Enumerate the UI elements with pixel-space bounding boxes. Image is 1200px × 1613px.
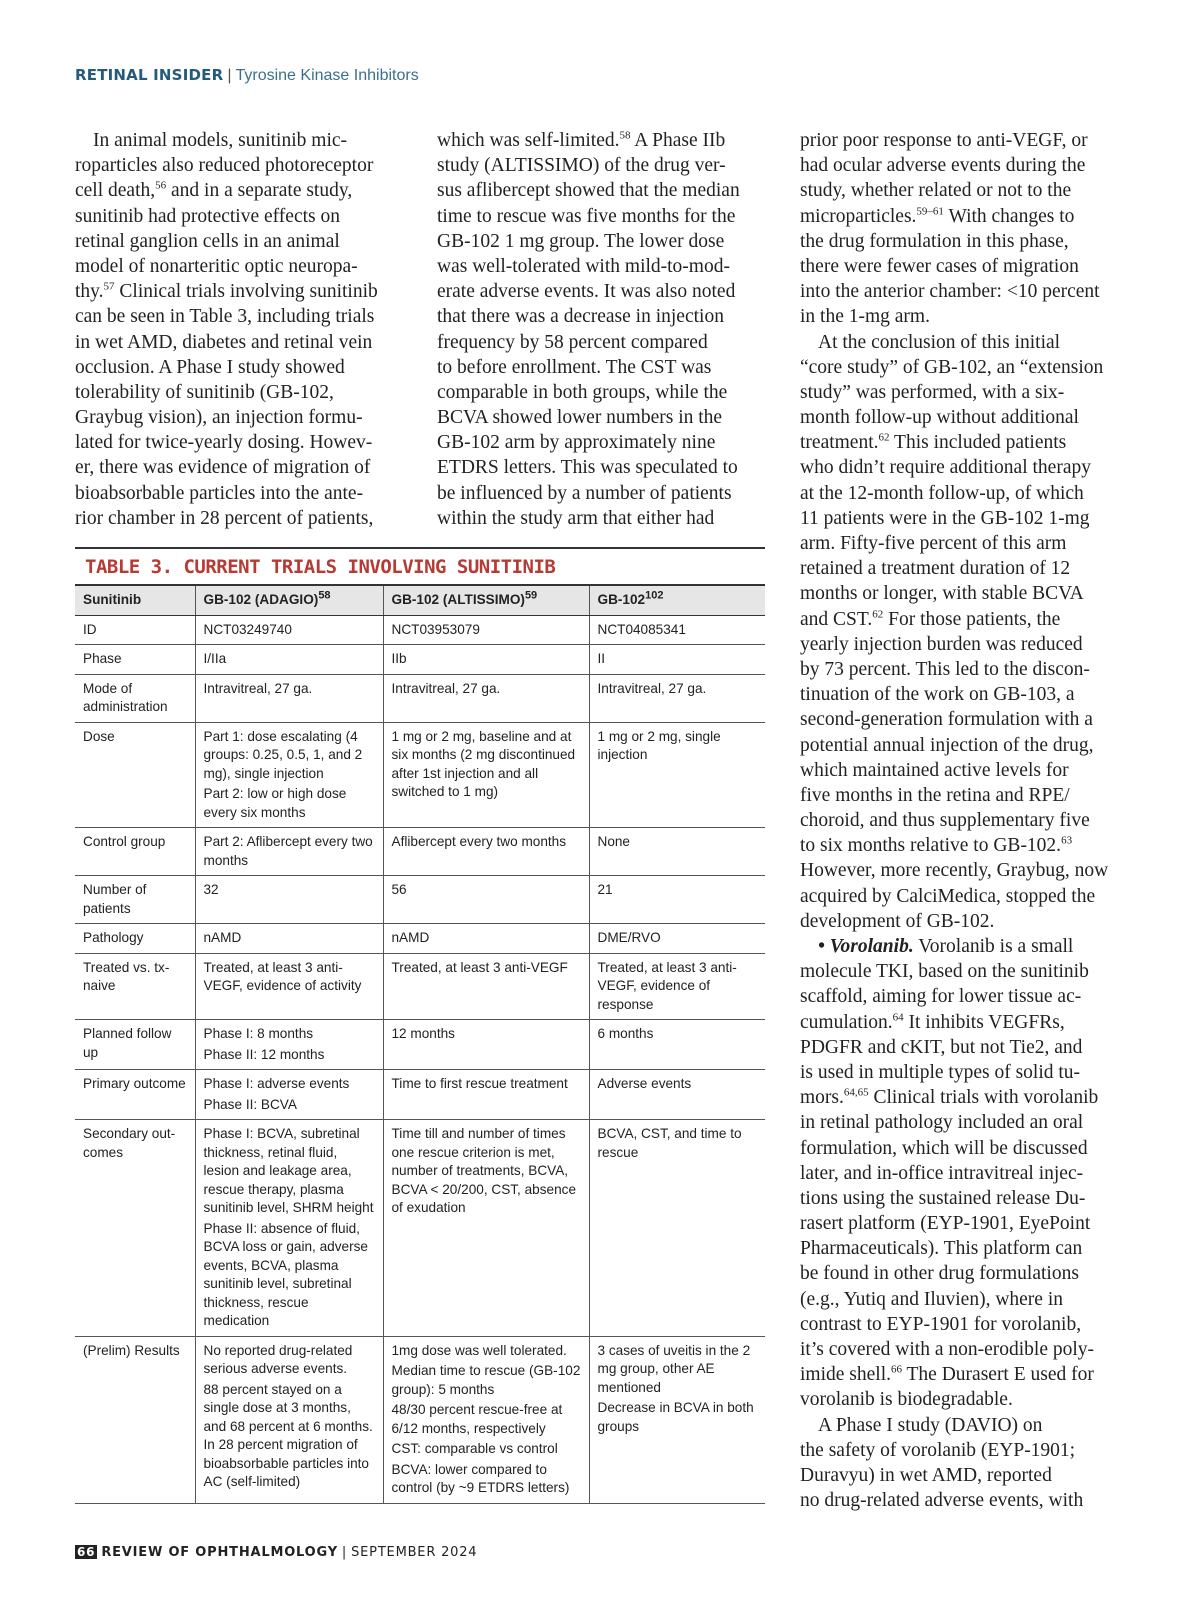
text-line: frequency by 58 percent compared [437, 331, 708, 353]
table-cell: Part 1: dose escalating (4 groups: 0.25, 0.5, 1, and 2 mg), single injection Part 2: low or high dose every six months [195, 722, 383, 828]
text-line: to before enrollment. The CST was [437, 356, 712, 378]
row-label: Control group [75, 828, 195, 876]
subsection-heading: • Vorolanib. [818, 936, 914, 957]
table-cell: Time to first rescue treatment [383, 1070, 589, 1120]
citation: 59–61 [916, 205, 944, 218]
table-cell: Aflibercept every two months [383, 828, 589, 876]
table-row [75, 615, 765, 645]
table-cell: Phase I: 8 months Phase II: 12 months [195, 1020, 383, 1070]
table-cell: Phase I: adverse events Phase II: BCVA [195, 1070, 383, 1120]
text-line: Duravyu) in wet AMD, reported [800, 1464, 1052, 1486]
table-cell: IIb [383, 645, 589, 675]
row-label: Mode of administration [75, 674, 195, 722]
table-cell: Intravitreal, 27 ga. [589, 674, 765, 722]
table-row [75, 645, 765, 675]
header-cell: GB-102 (ALTISSIMO)$^{59}$ [383, 585, 589, 615]
text-line: by 73 percent. This led to the discon- [800, 658, 1090, 680]
citation: 64,65 [843, 1086, 869, 1099]
text-line: into the anterior chamber: <10 percent [800, 281, 1100, 303]
text-line: cell death,$^{56}$ and in a separate study, [75, 179, 353, 202]
table-header-row [75, 585, 765, 615]
table-cell: Treated, at least 3 anti-VEGF [383, 953, 589, 1020]
text-line: thy.$^{57}$ Clinical trials involving sunitinib [75, 280, 378, 303]
table-cell: 32 [195, 876, 383, 924]
citation: 64 [892, 1011, 904, 1024]
text-line: prior poor response to anti-VEGF, or [800, 130, 1088, 151]
table-cell: 6 months [589, 1020, 765, 1070]
table-cell: NCT04085341 [589, 615, 765, 645]
text-line: ETDRS letters. This was speculated to [437, 457, 738, 479]
citation: 57 [103, 280, 115, 293]
table-cell: I/IIa [195, 645, 383, 675]
table-row [75, 828, 765, 876]
row-label: Phase [75, 645, 195, 675]
table-cell: Adverse events [589, 1070, 765, 1120]
citation: 58 [619, 129, 631, 142]
text-line: cumulation.$^{64}$ It inhibits VEGFRs, [800, 1011, 1065, 1033]
text-line: However, more recently, Graybug, now [800, 860, 1109, 882]
text-line: was well-tolerated with mild-to-mod- [437, 255, 730, 277]
table-title: TABLE 3. CURRENT TRIALS INVOLVING SUNITINIB [85, 556, 556, 578]
text-line: and CST.$^{62}$ For those patients, the [800, 608, 1061, 630]
text-line: is used in multiple types of solid tu- [800, 1061, 1081, 1083]
table-row [75, 924, 765, 954]
header-cell: GB-102 (ADAGIO)$^{58}$ [195, 585, 383, 615]
text-line: in wet AMD, diabetes and retinal vein [75, 331, 373, 353]
text-line: molecule TKI, based on the sunitinib [800, 961, 1089, 983]
citation: 63 [1061, 834, 1073, 847]
text-line: sunitinib had protective effects on [75, 205, 340, 227]
table-cell: 1 mg or 2 mg, baseline and at six months (2 mg discontinued after 1st injection and all switched to 1 mg) [383, 722, 589, 828]
table-cell: Part 2: Aflibercept every two months [195, 828, 383, 876]
text-line: potential annual injection of the drug, [800, 734, 1094, 756]
text-line: occlusion. A Phase I study showed [75, 356, 345, 378]
row-label: Primary outcome [75, 1070, 195, 1120]
text-line: study, whether related or not to the [800, 180, 1072, 202]
header-separator: | [227, 67, 232, 84]
text-line: rior chamber in 28 percent of patients, [75, 507, 374, 529]
table-cell: II [589, 645, 765, 675]
text-line: within the study arm that either had [437, 507, 715, 529]
row-label: Secondary out-comes [75, 1120, 195, 1337]
text-line: A Phase I study (DAVIO) on [818, 1414, 1043, 1436]
trials-table [75, 584, 765, 1504]
table-row [75, 953, 765, 1020]
text-column-1 [75, 128, 405, 531]
table-cell: BCVA, CST, and time to rescue [589, 1120, 765, 1337]
section-name: RETINAL INSIDER [75, 66, 224, 84]
text-line: Graybug vision), an injection formu- [75, 407, 363, 429]
text-line: at the 12-month follow-up, of which [800, 482, 1084, 504]
table-cell: 56 [383, 876, 589, 924]
table-cell: DME/RVO [589, 924, 765, 954]
text-line: • Vorolanib. Vorolanib is a small [818, 936, 1074, 957]
table-cell: Treated, at least 3 anti-VEGF, evidence of activity [195, 953, 383, 1020]
text-line: the drug formulation in this phase, [800, 230, 1069, 252]
text-line: (e.g., Yutiq and Iluvien), where in [800, 1288, 1063, 1310]
text-line: yearly injection burden was reduced [800, 633, 1083, 655]
table-cell: 3 cases of uveitis in the 2 mg group, other AE mentioned Decrease in BCVA in both groups [589, 1336, 765, 1503]
footer-separator: | [341, 1545, 348, 1560]
text-line: time to rescue was five months for the [437, 205, 736, 227]
page-footer [75, 1545, 477, 1560]
text-line: retinal ganglion cells in an animal [75, 230, 340, 252]
running-header [75, 66, 419, 85]
text-line: to six months relative to GB-102.63 [800, 834, 1073, 857]
table-cell: 1 mg or 2 mg, single injection [589, 722, 765, 828]
row-label: (Prelim) Results [75, 1336, 195, 1503]
table-cell: 1mg dose was well tolerated. Median time to rescue (GB-102 group): 5 months 48/30 percent rescue-free at 6/12 months, respectively CST: comparable vs control BCVA: lower compared to control (by ~9 ETDRS letters) [383, 1336, 589, 1503]
text-line: study (ALTISSIMO) of the drug ver- [437, 155, 726, 177]
table-row [75, 1020, 765, 1070]
text-line: it’s covered with a non-erodible poly- [800, 1339, 1095, 1360]
table-cell: Treated, at least 3 anti-VEGF, evidence of response [589, 953, 765, 1020]
text-line: be influenced by a number of patients [437, 482, 732, 504]
table-cell: nAMD [383, 924, 589, 954]
table-3 [75, 548, 765, 1504]
text-line: tolerability of sunitinib (GB-102, [75, 381, 334, 403]
text-line: BCVA showed lower numbers in the [437, 407, 723, 429]
table-cell: Time till and number of times one rescue criterion is met, number of treatments, BCVA, BCVA < 20/200, CST, absence of exudation [383, 1120, 589, 1337]
text-line: be found in other drug formulations [800, 1263, 1079, 1285]
text-line: er, there was evidence of migration of [75, 457, 371, 479]
text-column-2 [437, 128, 767, 531]
text-line: mors.$^{64,65}$ Clinical trials with vorolanib [800, 1086, 1099, 1109]
text-line: had ocular adverse events during the [800, 155, 1086, 177]
text-line: GB-102 1 mg group. The lower dose [437, 230, 725, 252]
text-line: no drug-related adverse events, with [800, 1490, 1084, 1512]
text-line: scaffold, aiming for lower tissue ac- [800, 986, 1082, 1008]
text-line: GB-102 arm by approximately nine [437, 432, 716, 454]
text-line: “core study” of GB-102, an “extension [800, 356, 1104, 378]
text-line: months or longer, with stable BCVA [800, 583, 1084, 605]
table-cell: Intravitreal, 27 ga. [195, 674, 383, 722]
text-line: lated for twice-yearly dosing. Howev- [75, 432, 373, 454]
journal-name: REVIEW OF OPHTHALMOLOGY [101, 1545, 338, 1560]
citation: 56 [155, 179, 167, 192]
header-cell: Sunitinib [75, 585, 195, 615]
text-line: At the conclusion of this initial [818, 331, 1061, 353]
text-line: in the 1-mg arm. [800, 306, 930, 328]
text-line: tions using the sustained release Du- [800, 1187, 1086, 1209]
text-line: roparticles also reduced photoreceptor [75, 155, 374, 177]
row-label: Treated vs. tx-naive [75, 953, 195, 1020]
page-number: 66 [77, 1545, 96, 1559]
text-line: that there was a decrease in injection [437, 306, 724, 328]
table-row [75, 876, 765, 924]
text-line: choroid, and thus supplementary five [800, 810, 1090, 832]
table-cell: Phase I: BCVA, subretinal thickness, retinal fluid, lesion and leakage area, rescue therapy, plasma sunitinib level, SHRM height Phase II: absence of fluid, BCVA loss or gain, adverse events, BCVA, plasma sunitinib level, subretinal thickness, rescue medication [195, 1120, 383, 1337]
text-line: which was self-limited.$^{58}$ A Phase IIb [437, 129, 726, 151]
text-line: In animal models, sunitinib mic- [93, 130, 348, 151]
text-line: rasert platform (EYP-1901, EyePoint [800, 1213, 1091, 1235]
text-column-3 [800, 128, 1140, 1513]
text-line: PDGFR and cKIT, but not Tie2, and [800, 1036, 1083, 1058]
citation: 62 [872, 608, 884, 621]
text-line: comparable in both groups, while the [437, 381, 728, 403]
text-line: month follow-up without additional [800, 407, 1079, 429]
text-line: later, and in-office intravitreal injec- [800, 1162, 1084, 1184]
row-label: Pathology [75, 924, 195, 954]
text-line: contrast to EYP-1901 for vorolanib, [800, 1313, 1082, 1335]
text-line: can be seen in Table 3, including trials [75, 306, 375, 328]
text-line: 11 patients were in the GB-102 1-mg [800, 507, 1090, 529]
text-line: tinuation of the work on GB-103, a [800, 684, 1075, 706]
row-label: Number of patients [75, 876, 195, 924]
text-line: in retinal pathology included an oral [800, 1112, 1084, 1134]
text-line: development of GB-102. [800, 910, 995, 932]
text-line: model of nonarteritic optic neuropa- [75, 255, 358, 277]
issue-date: SEPTEMBER 2024 [351, 1545, 478, 1560]
table-cell: NCT03953079 [383, 615, 589, 645]
table-cell: 21 [589, 876, 765, 924]
table-row [75, 1120, 765, 1337]
citation: 62 [878, 431, 890, 444]
row-label: ID [75, 615, 195, 645]
table-cell: None [589, 828, 765, 876]
table-row [75, 674, 765, 722]
text-line: microparticles.$^{59-61}$ With changes to [800, 205, 1075, 227]
citation: 66 [891, 1363, 902, 1376]
text-line: acquired by CalciMedica, stopped the [800, 885, 1096, 907]
header-cell: $GB-102^{102}$ [589, 585, 765, 615]
text-line: treatment.$^{62}$ This included patients [800, 431, 1067, 454]
table-row [75, 1336, 765, 1503]
text-line: second-generation formulation with a [800, 709, 1093, 731]
text-line: there were fewer cases of migration [800, 255, 1079, 277]
text-line: sus aflibercept showed that the median [437, 180, 740, 202]
row-label: Planned follow up [75, 1020, 195, 1070]
text-line: study” was performed, with a six- [800, 381, 1065, 403]
table-cell: 12 months [383, 1020, 589, 1070]
text-line: Pharmaceuticals). This platform can [800, 1238, 1083, 1260]
text-line: formulation, which will be discussed [800, 1137, 1088, 1159]
table-row [75, 1070, 765, 1120]
text-line: retained a treatment duration of 12 [800, 558, 1071, 580]
text-line: which maintained active levels for [800, 759, 1069, 781]
table-row [75, 722, 765, 828]
table-cell: nAMD [195, 924, 383, 954]
table-cell: No reported drug-related serious adverse events. 88 percent stayed on a single dose at 3 months, and 68 percent at 6 months. In 28 percent migration of bioabsorbable particles into AC (self-limited) [195, 1336, 383, 1503]
text-line: arm. Fifty-five percent of this arm [800, 533, 1067, 554]
section-topic: Tyrosine Kinase Inhibitors [235, 67, 419, 84]
text-line: imide shell.$^{66}$ The Durasert E used for [800, 1363, 1094, 1386]
text-line: bioabsorbable particles into the ante- [75, 482, 364, 504]
text-line: erate adverse events. It was also noted [437, 281, 736, 303]
text-line: vorolanib is biodegradable. [800, 1389, 1013, 1411]
text-line: the safety of vorolanib (EYP-1901; [800, 1439, 1076, 1461]
table-cell: NCT03249740 [195, 615, 383, 645]
text-line: five months in the retina and RPE/ [800, 784, 1070, 806]
table-cell: Intravitreal, 27 ga. [383, 674, 589, 722]
row-label: Dose [75, 722, 195, 828]
text-line: who didn’t require additional therapy [800, 457, 1091, 479]
